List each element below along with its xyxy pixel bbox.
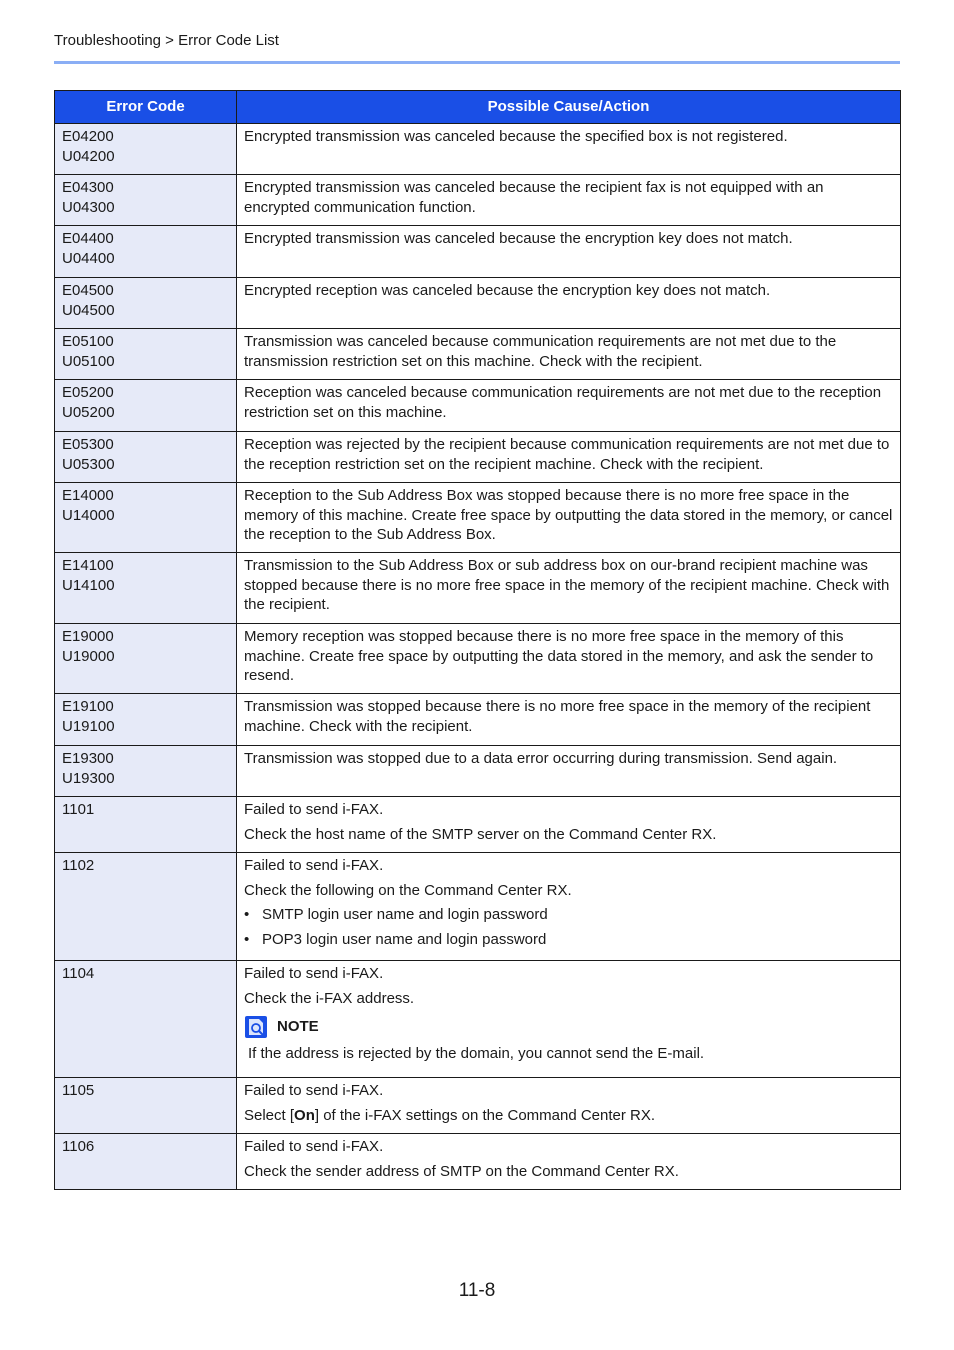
error-code-cell	[55, 624, 237, 694]
cause-action-cell	[237, 624, 901, 694]
table-row	[55, 226, 901, 278]
cause-action-cell	[237, 746, 901, 797]
table-header-row	[55, 91, 901, 124]
cause-text: Failed to send i-FAX.	[244, 965, 384, 982]
error-code: E04400	[62, 230, 114, 247]
error-code-cell	[55, 175, 237, 226]
error-code: 1106	[62, 1138, 95, 1155]
error-code-cell	[55, 1134, 237, 1190]
table-row	[55, 853, 901, 961]
cause-text: Failed to send i-FAX.	[244, 857, 384, 874]
cause-action-cell	[237, 694, 901, 746]
cause-text: Check the sender address of SMTP on the Command Center RX.	[244, 1162, 679, 1180]
error-code-cell	[55, 380, 237, 432]
page-number: 11-8	[458, 1280, 496, 1301]
error-code: E05100	[62, 333, 114, 350]
error-code: U19000	[62, 647, 115, 665]
cause-action-cell	[237, 432, 901, 483]
cause-text: Transmission was canceled because communication requirements are not met due to the transmission restriction set on this machine. Check with the recipient.	[244, 333, 837, 370]
cause-action-cell	[237, 1134, 901, 1190]
cause-text: Failed to send i-FAX.	[244, 1082, 384, 1099]
error-code: U05100	[62, 352, 115, 370]
cause-action-cell	[237, 124, 901, 175]
cause-text: Encrypted reception was canceled because the encryption key does not match.	[244, 282, 771, 299]
cause-action-cell	[237, 226, 901, 278]
error-code-cell	[55, 553, 237, 624]
cause-text: Reception to the Sub Address Box was stopped because there is no more free space in the memory of this machine. Create free space by outputting the data stored in the memory, or cancel the reception to the Sub Address Box.	[244, 487, 893, 543]
error-code: E19000	[62, 628, 114, 645]
bullet-text: POP3 login user name and login password	[262, 930, 547, 948]
error-code-cell	[55, 694, 237, 746]
error-code: E19300	[62, 750, 114, 767]
cause-text: Failed to send i-FAX.	[244, 1138, 384, 1155]
cause-text: Encrypted transmission was canceled because the recipient fax is not equipped with an encrypted communication function.	[244, 179, 824, 216]
cause-action-cell	[237, 380, 901, 432]
error-code: 1105	[62, 1082, 95, 1099]
breadcrumb: Troubleshooting > Error Code List	[54, 32, 279, 49]
cause-text	[244, 1106, 893, 1126]
setting-value-on: On	[294, 1106, 315, 1124]
error-code-cell	[55, 329, 237, 380]
error-code: E14000	[62, 487, 114, 504]
table-row	[55, 746, 901, 797]
error-code-cell	[55, 432, 237, 483]
table-row	[55, 380, 901, 432]
bullet-dot: •	[244, 906, 250, 923]
note-text: If the address is rejected by the domain, you cannot send the E-mail.	[248, 1045, 705, 1062]
cause-text: Transmission to the Sub Address Box or sub address box on our-brand recipient machine was stopped because there is no more free space in the memory of the recipient machine. Check with the recipient.	[244, 557, 890, 613]
error-code: E05300	[62, 436, 114, 453]
table-row	[55, 124, 901, 175]
table-row	[55, 329, 901, 380]
table-row	[55, 961, 901, 1078]
cause-action-cell	[237, 175, 901, 226]
column-header-cause-action: Possible Cause/Action	[237, 91, 901, 124]
error-code-cell	[55, 226, 237, 278]
error-code-cell	[55, 853, 237, 961]
column-header-error-code: Error Code	[55, 91, 237, 124]
note-magnifier-icon	[245, 1016, 267, 1038]
table-row	[55, 278, 901, 329]
error-code: E19100	[62, 698, 114, 715]
error-code-cell	[55, 746, 237, 797]
error-code: E04200	[62, 128, 114, 145]
error-code: U19300	[62, 769, 115, 787]
table-row	[55, 694, 901, 746]
bullet-item	[244, 905, 893, 925]
error-code: U19100	[62, 717, 115, 735]
table-row	[55, 797, 901, 853]
bullet-text: SMTP login user name and login password	[262, 906, 548, 923]
table-row	[55, 432, 901, 483]
cause-text: Memory reception was stopped because there is no more free space in the memory of this machine. Create free space by outputting the data stored in the memory, and ask the sender to resend.	[244, 628, 874, 684]
error-code: U04200	[62, 147, 115, 165]
cause-text: Transmission was stopped because there is no more free space in the memory of the recipient machine. Check with the recipient.	[244, 698, 871, 735]
cause-text: Failed to send i-FAX.	[244, 801, 384, 818]
table-row	[55, 175, 901, 226]
error-code-cell	[55, 483, 237, 553]
error-code-cell	[55, 278, 237, 329]
cause-action-cell	[237, 278, 901, 329]
error-code: U04400	[62, 249, 115, 267]
error-code-cell	[55, 797, 237, 853]
cause-text: Check the following on the Command Center RX.	[244, 881, 572, 899]
cause-action-cell	[237, 797, 901, 853]
cause-action-cell	[237, 483, 901, 553]
error-code-cell	[55, 961, 237, 1078]
table-row	[55, 1078, 901, 1134]
cause-text: Encrypted transmission was canceled because the encryption key does not match.	[244, 230, 793, 247]
cause-action-cell	[237, 853, 901, 961]
cause-text: Reception was canceled because communication requirements are not met due to the reception restriction set on this machine.	[244, 384, 882, 421]
error-code: E04300	[62, 179, 114, 196]
error-code: U05300	[62, 455, 115, 473]
cause-text: Transmission was stopped due to a data error occurring during transmission. Send again.	[244, 750, 838, 767]
header-divider	[54, 61, 900, 64]
note-label: NOTE	[277, 1018, 319, 1036]
table-row	[55, 1134, 901, 1190]
cause-action-cell	[237, 961, 901, 1078]
cause-action-cell	[237, 1078, 901, 1134]
error-code: 1102	[62, 857, 95, 874]
bullet-dot: •	[244, 930, 250, 948]
error-code: 1101	[62, 801, 95, 818]
error-code: U05200	[62, 403, 115, 421]
error-code: U04300	[62, 198, 115, 216]
cause-text: Check the host name of the SMTP server on the Command Center RX.	[244, 825, 717, 843]
note-heading	[245, 1016, 893, 1038]
cause-action-cell	[237, 329, 901, 380]
cause-action-cell	[237, 553, 901, 624]
error-code-cell	[55, 124, 237, 175]
error-code: E04500	[62, 282, 114, 299]
error-code-table	[54, 90, 901, 1190]
bullet-item	[244, 930, 893, 950]
cause-text-prefix: Select [	[244, 1106, 295, 1124]
table-row	[55, 624, 901, 694]
error-code: E14100	[62, 557, 114, 574]
cause-text: Reception was rejected by the recipient because communication requirements are not met due to the reception restriction set on the recipient machine. Check with the recipient.	[244, 436, 890, 473]
table-row	[55, 483, 901, 553]
error-code-cell	[55, 1078, 237, 1134]
error-code: U14000	[62, 506, 115, 524]
cause-text: Check the i-FAX address.	[244, 989, 415, 1007]
cause-text: Encrypted transmission was canceled because the specified box is not registered.	[244, 128, 788, 145]
error-code: U04500	[62, 301, 115, 319]
error-code: 1104	[62, 965, 95, 982]
error-code: U14100	[62, 576, 115, 594]
error-code: E05200	[62, 384, 114, 401]
table-row	[55, 553, 901, 624]
cause-text-suffix: ] of the i-FAX settings on the Command Center RX.	[314, 1106, 656, 1124]
